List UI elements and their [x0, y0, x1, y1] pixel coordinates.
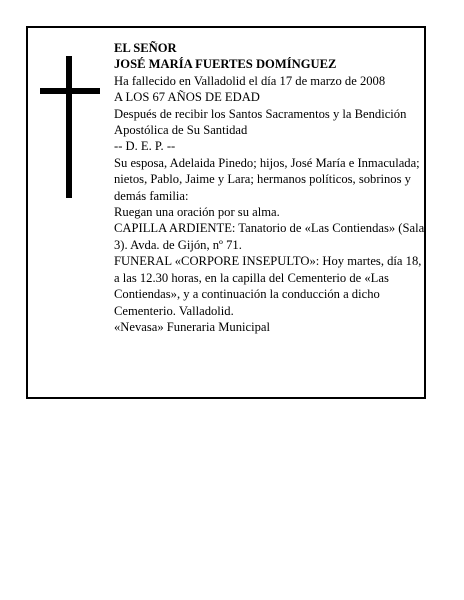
prayer-request: Ruegan una oración por su alma. [114, 205, 280, 220]
obituary-notice [26, 26, 426, 399]
rip-line: -- D. E. P. -- [114, 139, 176, 154]
funeral-info: FUNERAL «CORPORE INSEPULTO»: Hoy martes, día 18, a las 12.30 horas, en la capilla del Cementerio de «Las Contiendas», y a continuación la conducción a dicho Cementerio. Valladolid. [114, 254, 422, 318]
notice-heading: EL SEÑOR [114, 41, 177, 55]
sacraments-statement: Después de recibir los Santos Sacramentos y la Bendición Apostólica de Su Santidad [114, 106, 407, 138]
cross-vertical-bar [66, 56, 72, 198]
deceased-name: JOSÉ MARÍA FUERTES DOMÍNGUEZ [114, 57, 337, 72]
family-list: Su esposa, Adelaida Pinedo; hijos, José María e Inmaculada; nietos, Pablo, Jaime y Lara; hermanos políticos, sobrinos y demás familia: [114, 155, 420, 203]
death-statement: Ha fallecido en Valladolid el día 17 de marzo de 2008 [114, 73, 386, 88]
cross-horizontal-bar [40, 88, 100, 94]
funeral-home: «Nevasa» Funeraria Municipal [114, 319, 270, 334]
chapel-info: CAPILLA ARDIENTE: Tanatorio de «Las Contiendas» (Sala 3). Avda. de Gijón, nº 71. [114, 221, 425, 252]
notice-text [114, 40, 426, 335]
age-statement: A LOS 67 AÑOS DE EDAD [114, 90, 260, 105]
cross-icon [40, 56, 100, 198]
